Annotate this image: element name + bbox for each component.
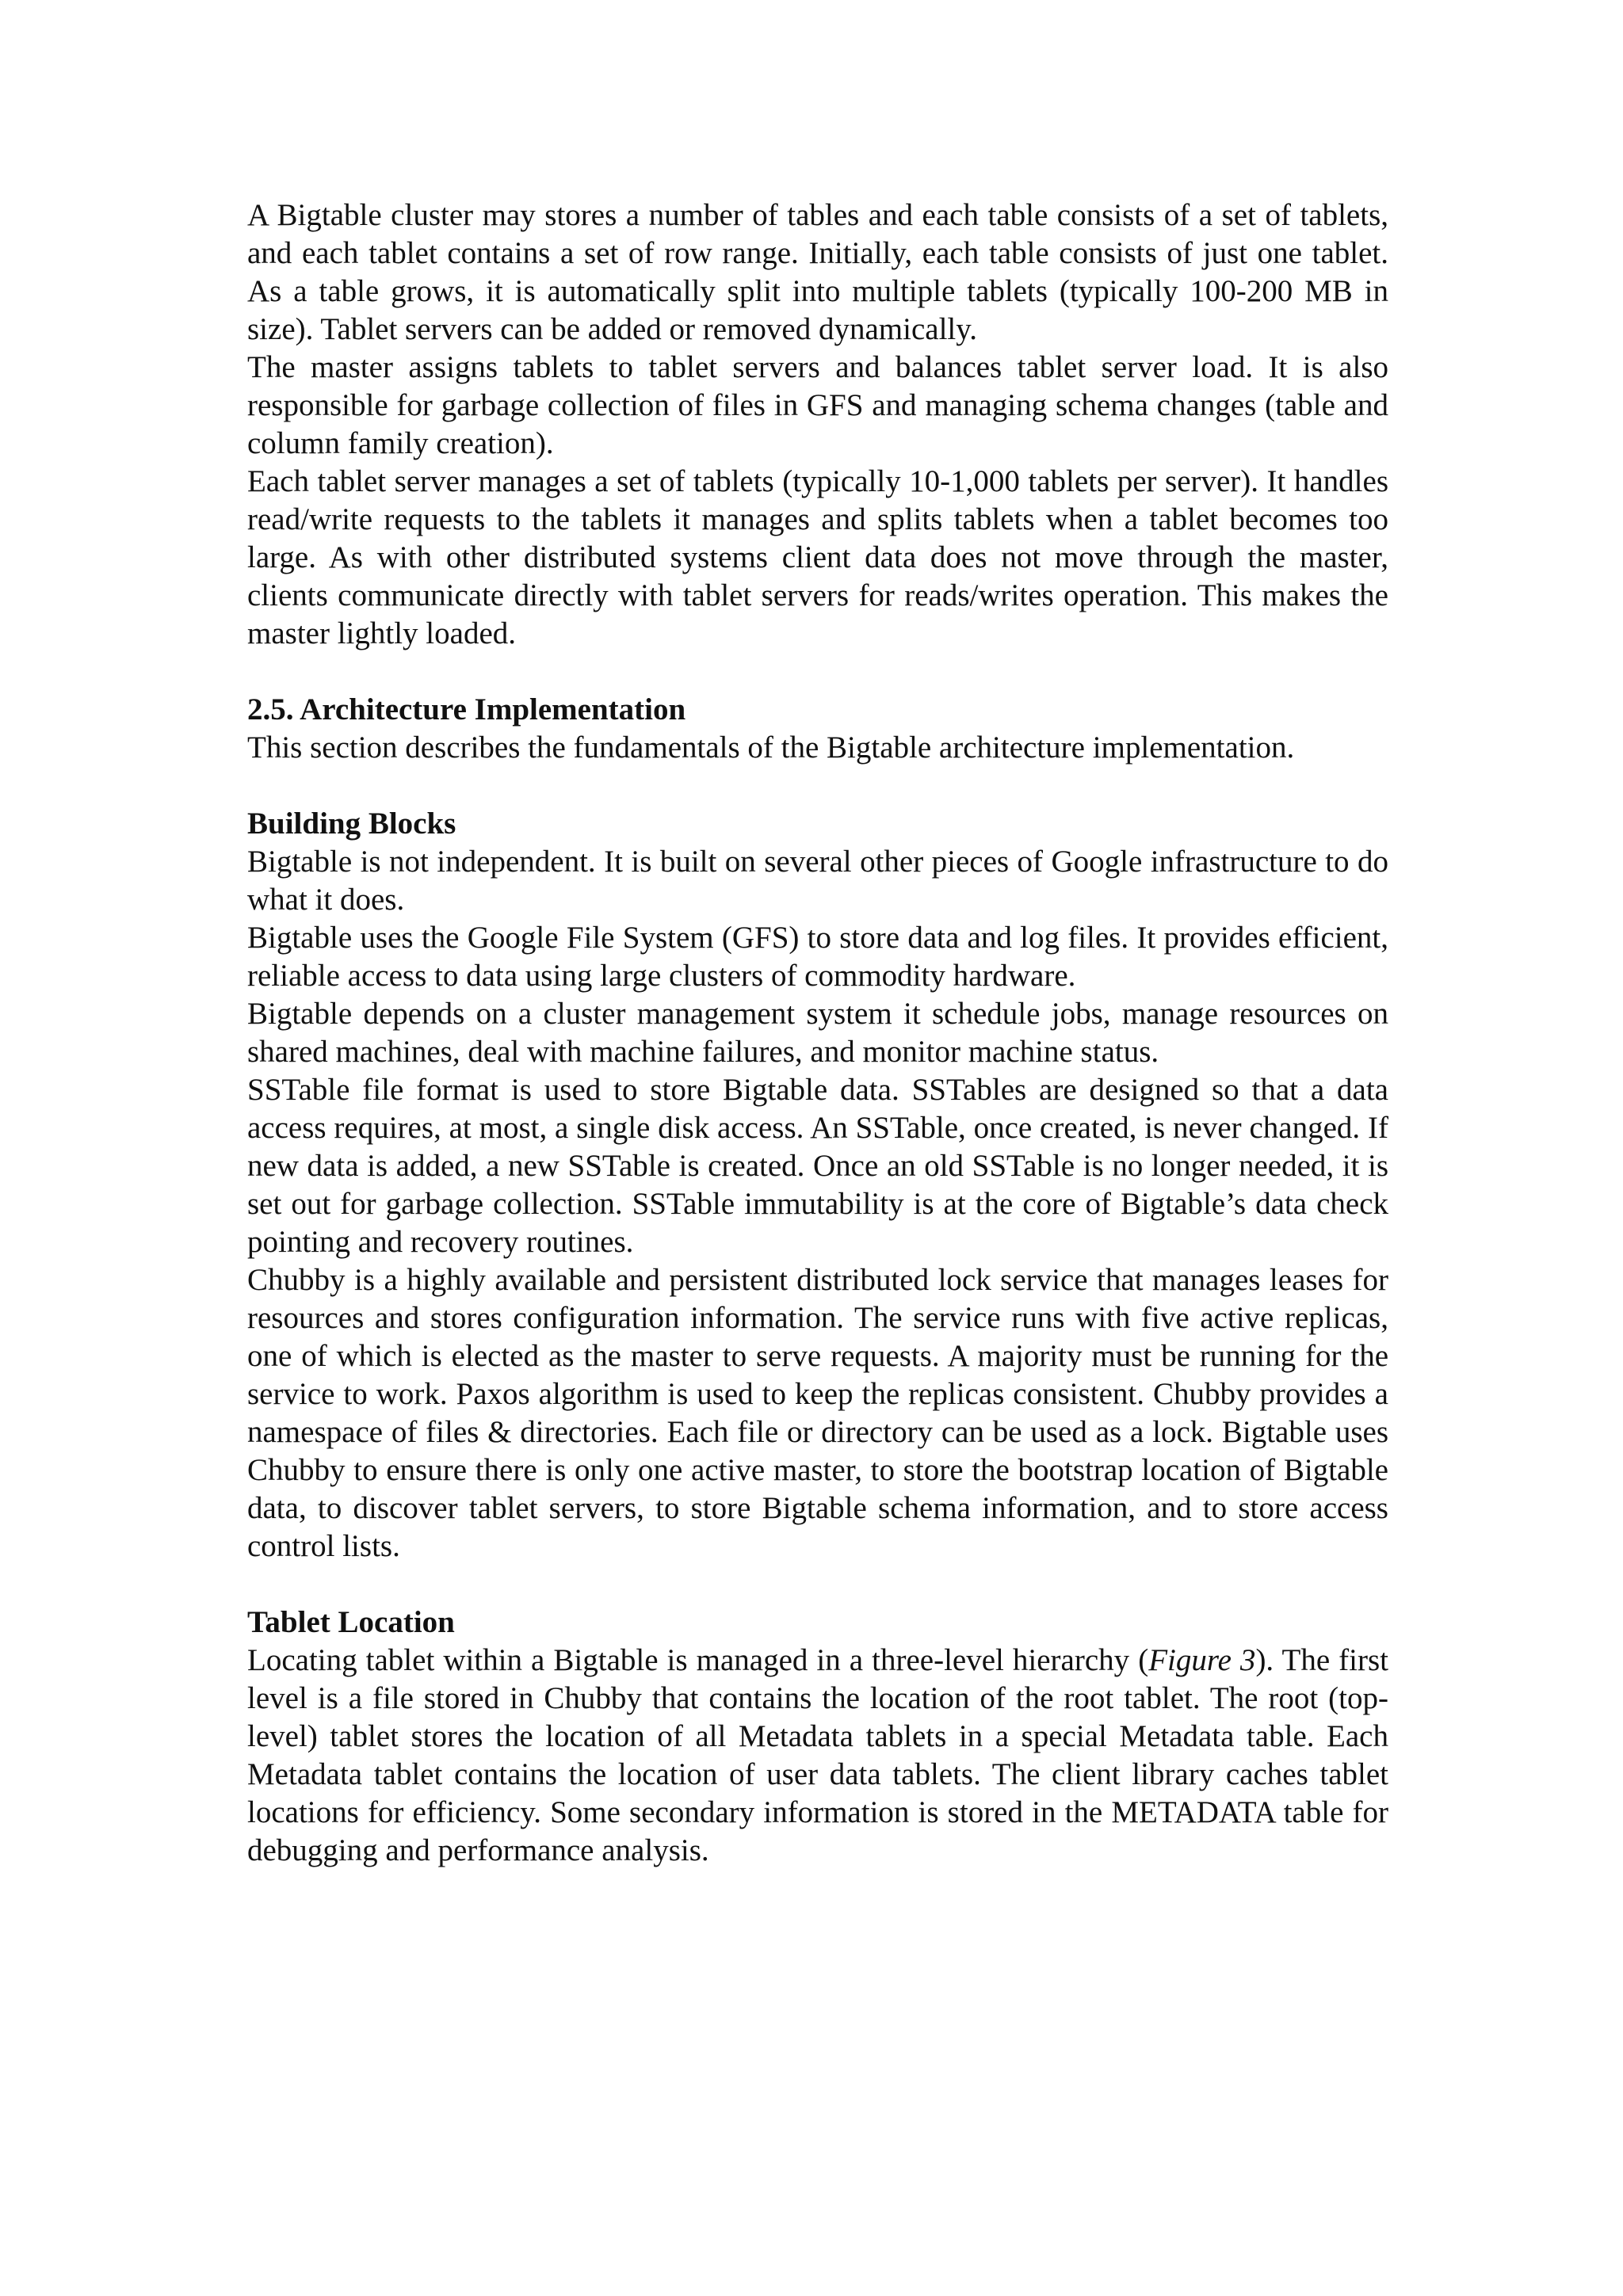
section-spacer xyxy=(247,1566,1388,1604)
section-intro-paragraph: This section describes the fundamentals of the Bigtable architecture implementation. xyxy=(247,730,1295,765)
tablet-location-text-start: Locating tablet within a Bigtable is managed in a three-level hierarchy ( xyxy=(247,1643,1149,1677)
building-blocks-paragraph-cluster-management: Bigtable depends on a cluster management system it schedule jobs, manage resources on shared machines, deal with machine failures, and monitor machine status. xyxy=(247,997,1388,1069)
intro-paragraph-2: The master assigns tablets to tablet servers and balances tablet server load. It is also responsible for garbage collection of files in GFS and managing schema changes (table and column family creation). xyxy=(247,350,1388,460)
tablet-location-paragraph xyxy=(247,1642,1388,1870)
document-page xyxy=(247,196,1388,1870)
building-blocks-paragraph-sstable: SSTable file format is used to store Bigtable data. SSTables are designed so that a data access requires, at most, a single disk access. An SSTable, once created, is never changed. If new data is added, a new SSTable is created. Once an old SSTable is no longer needed, it is set out for garbage collection. SSTable immutability is at the core of Bigtable’s data check pointing and recovery routines. xyxy=(247,1073,1388,1259)
intro-paragraph-1: A Bigtable cluster may stores a number of tables and each table consists of a set of tablets, and each tablet contains a set of row range. Initially, each table consists of just one tablet. As a table grows, it is automatically split into multiple tablets (typically 100-200 MB in size). Tablet servers can be added or removed dynamically. xyxy=(247,198,1388,346)
building-blocks-paragraph-chubby: Chubby is a highly available and persistent distributed lock service that manages leases for resources and stores configuration information. The service runs with five active replicas, one of which is elected as the master to serve requests. A majority must be running for the service to work. Paxos algorithm is used to keep the replicas consistent. Chubby provides a namespace of files & directories. Each file or directory can be used as a lock. Bigtable uses Chubby to ensure there is only one active master, to store the bootstrap location of Bigtable data, to discover tablet servers, to store Bigtable schema information, and to store access control lists. xyxy=(247,1263,1388,1563)
building-blocks-paragraph-1: Bigtable is not independent. It is built on several other pieces of Google infrastructure to do what it does. xyxy=(247,845,1388,917)
figure-reference: Figure 3 xyxy=(1148,1643,1256,1677)
section-heading-architecture-implementation: 2.5. Architecture Implementation xyxy=(247,692,686,727)
section-spacer xyxy=(247,767,1388,805)
subheading-tablet-location: Tablet Location xyxy=(247,1605,455,1639)
subheading-building-blocks: Building Blocks xyxy=(247,807,456,841)
intro-paragraph-3: Each tablet server manages a set of tablets (typically 10-1,000 tablets per server). It handles read/write requests to the tablets it manages and splits tablets when a tablet becomes too large. As with other distributed systems client data does not move through the master, clients communicate directly with tablet servers for reads/writes operation. This makes the master lightly loaded. xyxy=(247,464,1388,650)
building-blocks-paragraph-gfs: Bigtable uses the Google File System (GFS) to store data and log files. It provides efficient, reliable access to data using large clusters of commodity hardware. xyxy=(247,921,1388,993)
section-spacer xyxy=(247,653,1388,691)
tablet-location-text-end: ). The first level is a file stored in Chubby that contains the location of the root tablet. The root (top-level) tablet stores the location of all Metadata tablets in a special Metadata table. Each Metadata tablet contains the location of user data tablets. The client library caches tablet locations for efficiency. Some secondary information is stored in the METADATA table for debugging and performance analysis. xyxy=(247,1643,1389,1867)
